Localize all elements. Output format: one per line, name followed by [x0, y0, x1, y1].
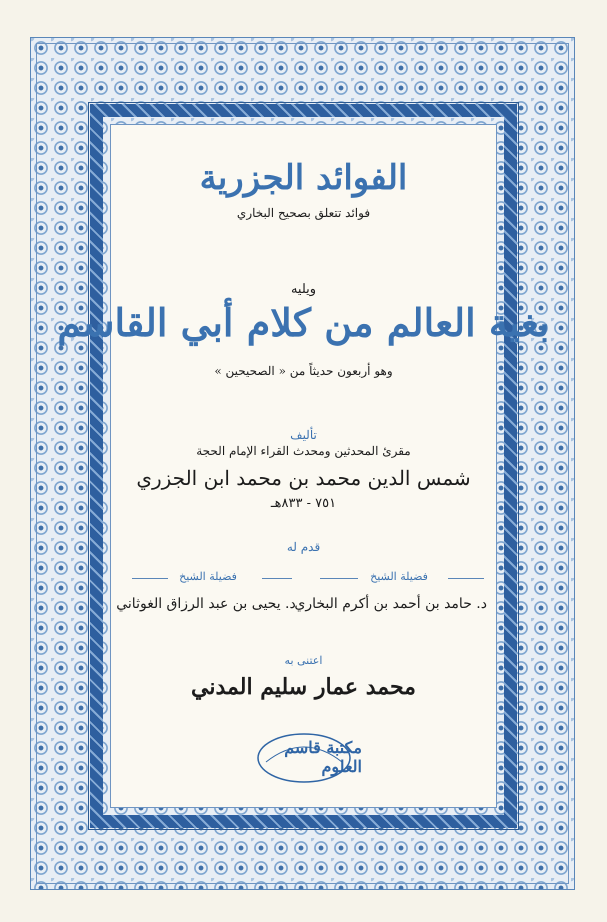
edited-by-label: اعتنى به: [284, 654, 323, 667]
introducer-2-name: د. يحيى بن عبد الرزاق الغوثاني: [116, 596, 296, 612]
author-years: ٧٥١ - ٨٣٣هـ: [270, 496, 337, 511]
publisher-logo: [246, 728, 362, 786]
followed-by-label: ويليه: [290, 282, 317, 297]
authorship-label: تأليف: [290, 428, 317, 442]
author-description: مقرئ المحدثين ومحدث القراء الإمام الحجة: [196, 444, 411, 458]
main-title: الفوائد الجزرية: [199, 158, 408, 198]
publisher-name: مكتبة قاسم العلوم: [284, 738, 362, 776]
second-title: بغية العالم من كلام أبي القاسم: [57, 300, 550, 345]
introducer-2-title: فضيلة الشيخ: [179, 570, 237, 583]
author-name: شمس الدين محمد بن محمد ابن الجزري: [136, 466, 471, 490]
editor-name: محمد عمار سليم المدني: [191, 674, 416, 700]
introducer-1-title: فضيلة الشيخ: [370, 570, 428, 583]
introducer-1-name: د. حامد بن أحمد بن أكرم البخاري: [294, 596, 487, 612]
introduced-by-label: قدم له: [286, 540, 321, 554]
second-title-note: وهو أربعون حديثاً من « الصحيحين »: [214, 364, 393, 378]
subtitle: فوائد تتعلق بصحيح البخاري: [236, 206, 371, 220]
